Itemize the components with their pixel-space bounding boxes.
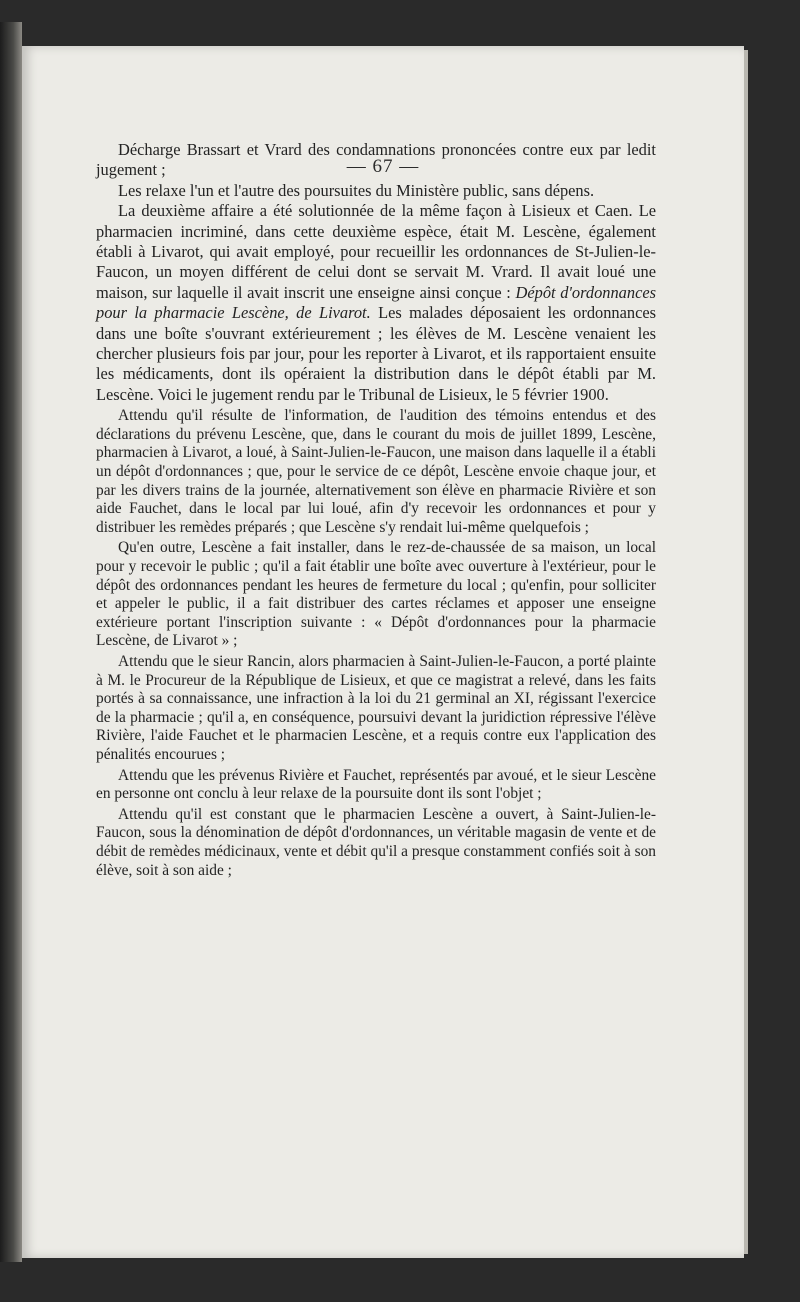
book-spine: [0, 22, 22, 1262]
page-edge: [744, 50, 748, 1254]
paragraph-en-outre: Qu'en outre, Lescène a fait installer, dans le rez-de-chaussée de sa maison, un local pour y recevoir le public ; qu'il a fait établir une boîte avec ouverture à l'extérieur, pour le dépôt des ordonnances pendant les heures de fermeture du local ; qu'enfin, pour solliciter et appeler le public, il a fait distribuer des cartes réclames et apposer une enseigne extérieure portant l'inscription suivante : « Dépôt d'ordonnances pour la pharmacie Lescène, de Livarot » ;: [96, 539, 656, 650]
paragraph-attendu-information: Attendu qu'il résulte de l'information, de l'audition des témoins entendus et des déclarations du prévenu Lescène, que, dans le courant du mois de juillet 1899, Lescène, pharmacien à Livarot, a loué, à Saint-Julien-le-Faucon, une maison dans laquelle il a établi un dépôt d'ordonnances ; que, pour le service de ce dépôt, Lescène envoie chaque jour, et par les divers trains de la journée, alternativement son élève en pharmacie Rivière et son aide Fauchet, dans le local par lui loué, afin d'y recevoir les ordonnances et pour y distribuer les remèdes préparés ; que Lescène s'y rendait lui-même quelquefois ;: [96, 407, 656, 536]
paragraph-deuxieme-affaire: [96, 201, 656, 405]
page-number: — 67 —: [346, 156, 420, 177]
page-body: [96, 140, 656, 880]
enseigne-quote: Dépôt d'ordonnances pour la pharmacie Lescène, de Livarot.: [96, 282, 657, 323]
paragraph-decharge: Décharge Brassart et Vrard des condamnations prononcées contre eux par ledit jugement ;: [96, 140, 656, 180]
paragraph-relaxe: Les relaxe l'un et l'autre des poursuites du Ministère public, sans dépens.: [118, 180, 595, 200]
deuxieme-affaire-text-before: La deuxième affaire a été solutionnée de la même façon à Lisieux et Caen. Le pharmacien incriminé, dans cette deuxième espèce, était M. Lescène, également établi à Livarot, qui avait employé, pour recueillir les ordonnances de St-Julien-le-Faucon, un moyen différent de celui dont se servait M. Vrard. Il avait loué une maison, sur laquelle il avait inscrit une enseigne ainsi conçue :: [96, 201, 656, 302]
deuxieme-affaire-text-after: Les malades déposaient les ordonnances dans une boîte s'ouvrant extérieurement ; les élèves de M. Lescène venaient les chercher plusieurs fois par jour, pour les reporter à Livarot, et ils rapportaient ensuite les médicaments, dont ils opéraient la distribution dans le dépôt établi par M. Lescène. Voici le jugement rendu par le Tribunal de Lisieux, le 5 février 1900.: [96, 303, 656, 404]
paragraph-attendu-rancin: Attendu que le sieur Rancin, alors pharmacien à Saint-Julien-le-Faucon, a porté plainte à M. le Procureur de la République de Lisieux, et que ce magistrat a relevé, dans les faits portés à sa connaissance, une infraction à la loi du 21 germinal an XI, régissant l'exercice de la pharmacie ; qu'il a, en conséquence, poursuivi devant la juridiction répressive l'élève Rivière, l'aide Fauchet et le pharmacien Lescène, et a requis contre eux l'application des pénalités encourues ;: [96, 653, 656, 763]
paragraph-attendu-constant: Attendu qu'il est constant que le pharmacien Lescène a ouvert, à Saint-Julien-le-Faucon, sous la dénomination de dépôt d'ordonnances, un véritable magasin de vente et de débit de remèdes médicinaux, vente et débit qu'il a presque constamment confiés soit à son élève, soit à son aide ;: [96, 805, 656, 879]
paragraph-attendu-prevenus: Attendu que les prévenus Rivière et Fauchet, représentés par avoué, et le sieur Lescène en personne ont conclu à leur relaxe de la poursuite dont ils sont l'objet ;: [96, 766, 656, 803]
